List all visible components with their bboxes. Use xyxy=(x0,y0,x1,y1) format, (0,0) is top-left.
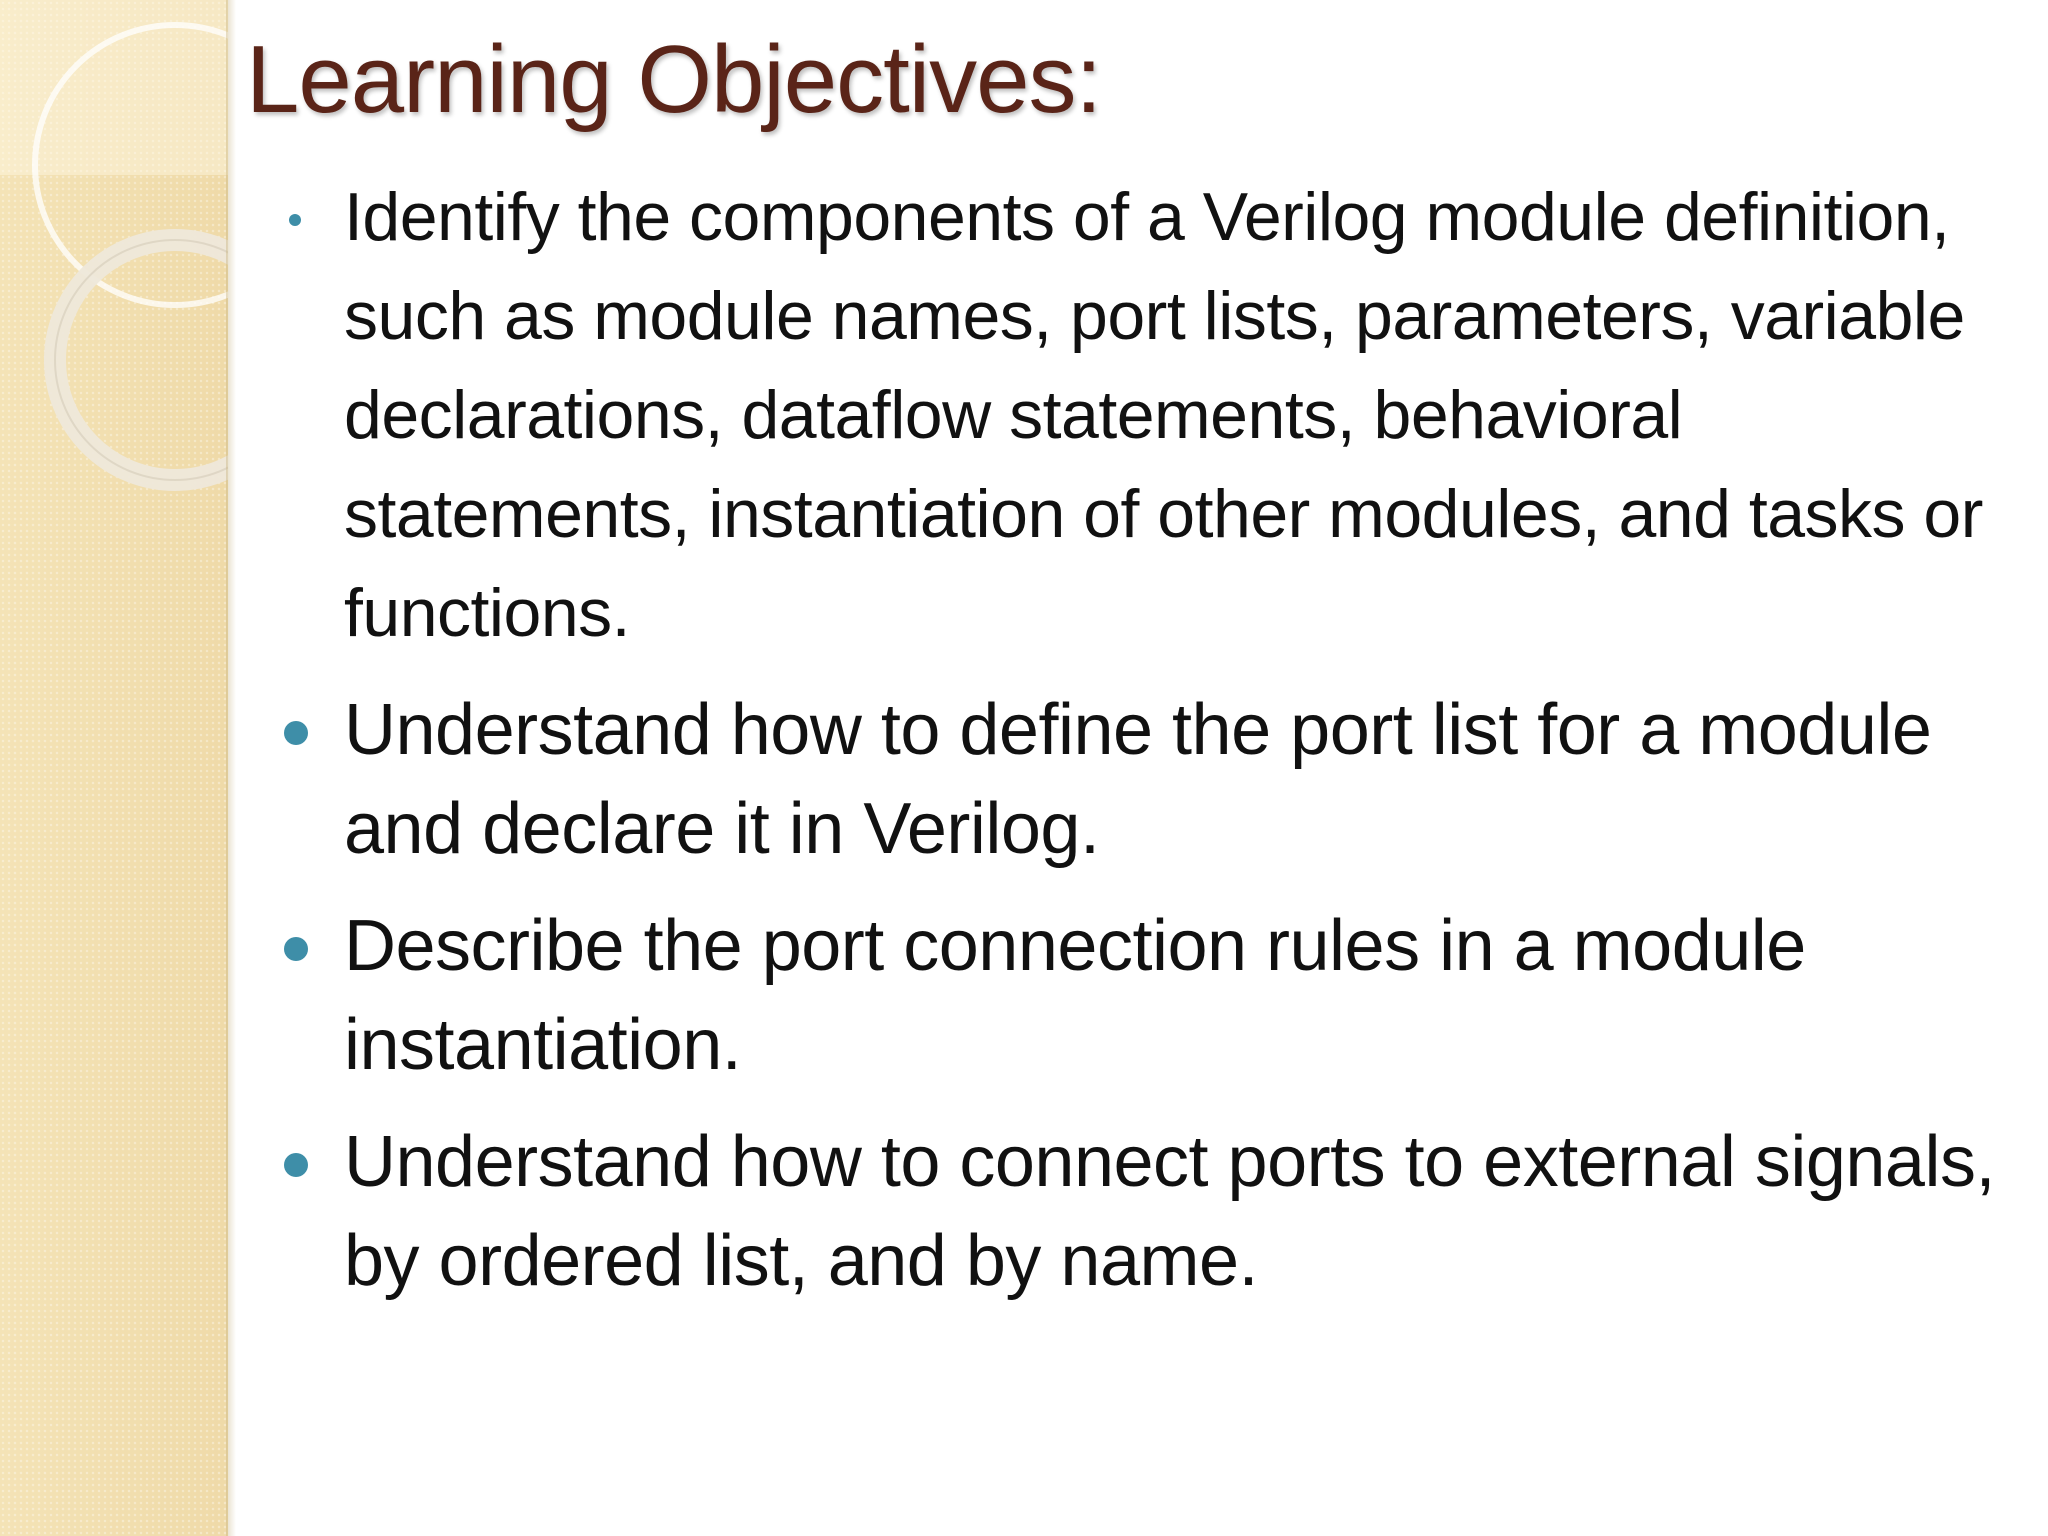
bullet-dot-icon xyxy=(284,1153,308,1177)
slide-title: Learning Objectives: xyxy=(246,26,1102,133)
side-strip-edge xyxy=(226,0,236,1536)
list-item xyxy=(272,1113,2012,1311)
bullet-dot-icon xyxy=(284,937,308,961)
list-item-text: Describe the port connection rules in a module instantiation. xyxy=(344,906,1806,1085)
objectives-list xyxy=(272,168,2012,1329)
list-item xyxy=(272,897,2012,1095)
bullet-dot-icon xyxy=(289,214,301,226)
list-item-text: Identify the components of a Verilog module definition, such as module names, port lists, parameters, variable declarations, dataflow statements, behavioral statements, instantiation of other modules, and tasks or functions. xyxy=(344,179,1983,651)
list-item-text: Understand how to define the port list for a module and declare it in Verilog. xyxy=(344,690,1932,869)
decorative-rings-icon xyxy=(0,0,228,520)
list-item-text: Understand how to connect ports to external signals, by ordered list, and by name. xyxy=(344,1122,1995,1301)
list-item xyxy=(272,681,2012,879)
bullet-dot-icon xyxy=(284,721,308,745)
decorative-side-strip xyxy=(0,0,228,1536)
list-item xyxy=(272,168,2012,663)
